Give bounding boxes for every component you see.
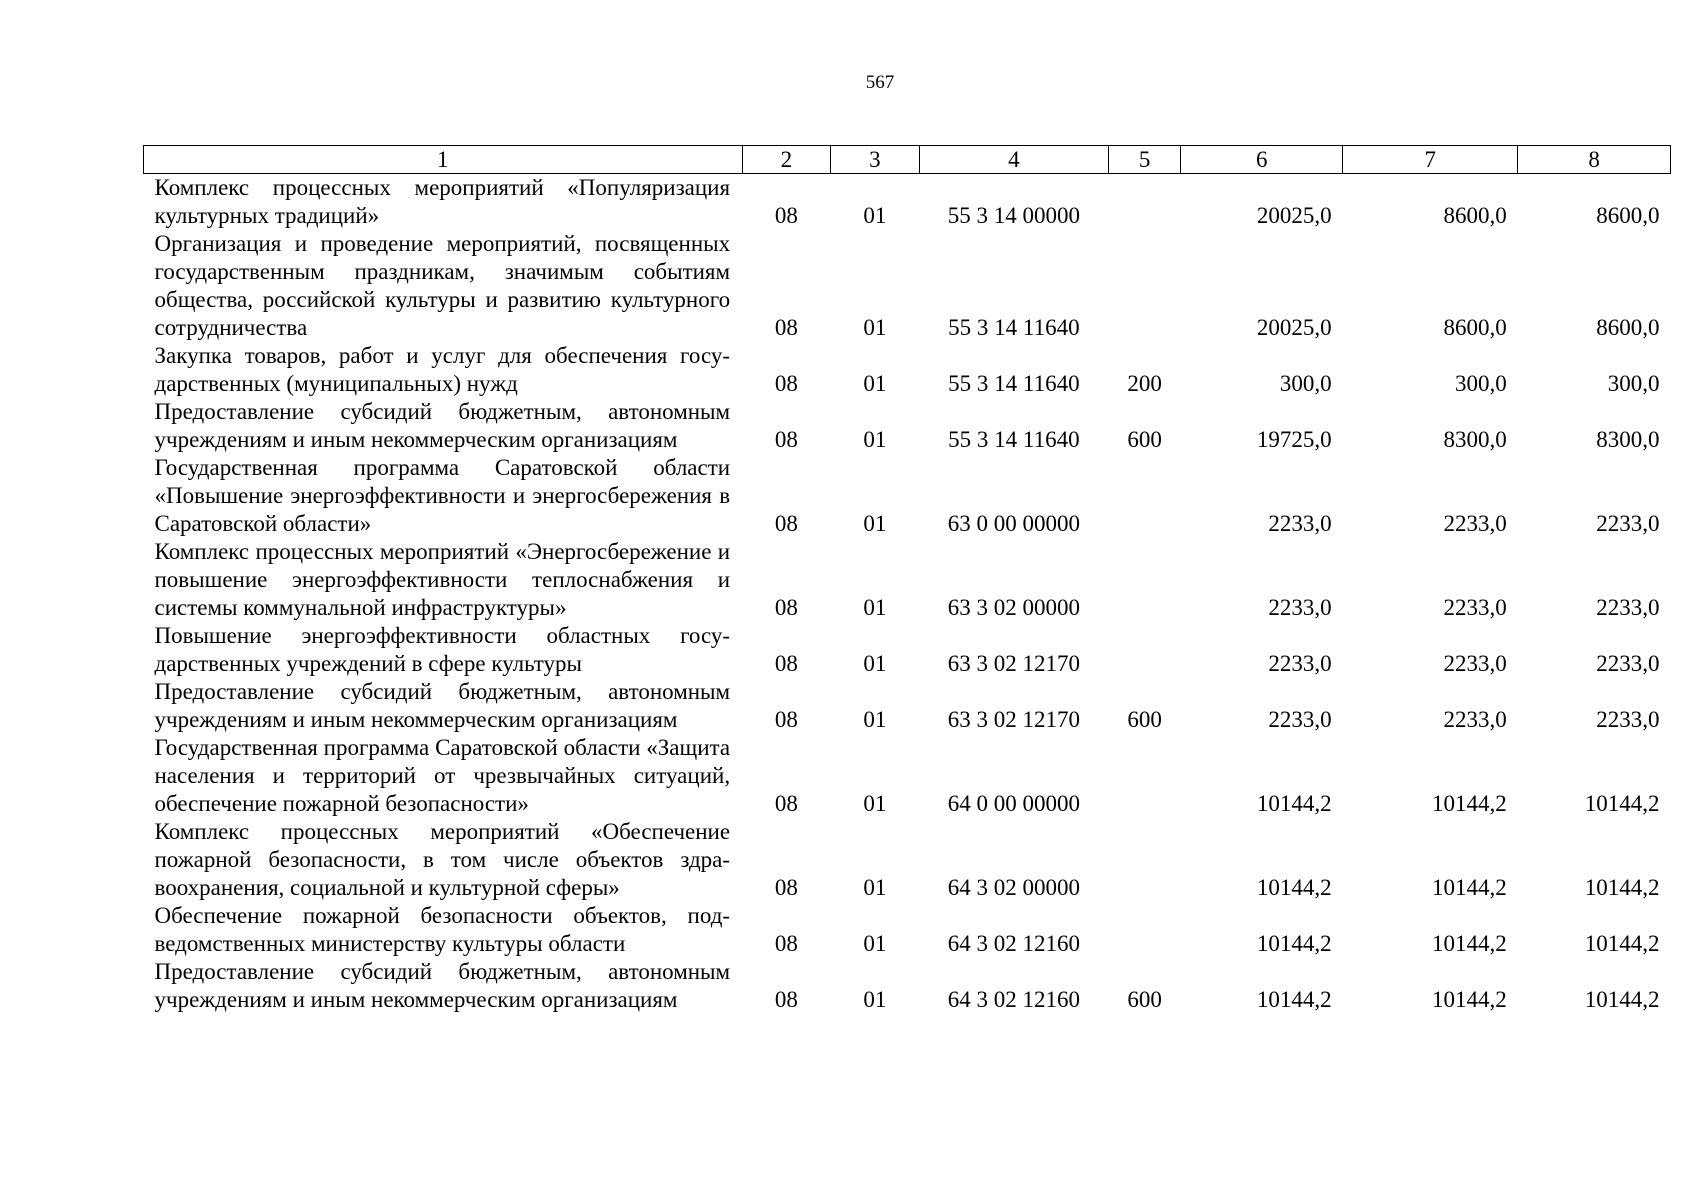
row-target-article: 55 3 14 11640: [948, 427, 1080, 452]
row-subsection-code: 01: [863, 987, 887, 1012]
row-amount-2: 2233,0: [1443, 511, 1507, 536]
row-amount-2: 2233,0: [1443, 651, 1507, 676]
row-subsection-code: 01: [863, 875, 887, 900]
row-target-article: 64 3 02 12160: [947, 987, 1080, 1012]
row-section-code: 08: [774, 315, 798, 340]
column-header: 1: [144, 146, 743, 174]
table-row: [144, 174, 1671, 231]
row-description: Комплекс процессных мероприятий «Популяризация культурных традиций»: [154, 175, 731, 228]
row-section-code: 08: [774, 511, 798, 536]
row-expense-type: 200: [1127, 371, 1162, 396]
column-header: 8: [1518, 146, 1671, 174]
row-description: Предоставление субсидий бюджетным, автономным учреждениям и иным некоммерческим организациям: [154, 399, 731, 452]
row-amount-2: 10144,2: [1432, 987, 1507, 1012]
row-amount-2: 8600,0: [1443, 203, 1507, 228]
budget-table: [143, 145, 1671, 1014]
table-row: [144, 734, 1671, 818]
row-target-article: 64 3 02 00000: [947, 875, 1080, 900]
row-amount-1: 20025,0: [1256, 203, 1332, 228]
row-description: Обеспечение пожарной безопасности объектов, подведомственных министерству культуры области: [154, 903, 731, 956]
table-body: [144, 174, 1671, 1015]
column-header: 6: [1181, 146, 1343, 174]
row-expense-type: [1109, 454, 1181, 538]
row-section-code: 08: [774, 791, 798, 816]
row-amount-1: 10144,2: [1256, 931, 1332, 956]
row-description: Закупка товаров, работ и услуг для обеспечения государственных (муниципальных) нужд: [154, 343, 731, 396]
row-amount-1: 10144,2: [1256, 791, 1332, 816]
row-expense-type: 600: [1127, 707, 1162, 732]
row-expense-type: [1109, 174, 1181, 231]
column-number-header: [144, 146, 1671, 174]
row-target-article: 63 3 02 00000: [947, 595, 1080, 620]
row-description: Организация и проведение мероприятий, посвященных государственным праздникам, значимым событиям общества, российской культуры и развитию культурного сотрудничества: [154, 231, 731, 340]
row-section-code: 08: [774, 427, 798, 452]
row-subsection-code: 01: [863, 707, 887, 732]
row-target-article: 55 3 14 00000: [947, 203, 1080, 228]
row-expense-type: [1109, 734, 1181, 818]
column-header: 4: [919, 146, 1108, 174]
row-amount-3: 2233,0: [1596, 707, 1660, 732]
column-header: 7: [1343, 146, 1518, 174]
row-section-code: 08: [774, 707, 798, 732]
row-target-article: 63 0 00 00000: [947, 511, 1080, 536]
row-amount-1: 2233,0: [1268, 595, 1332, 620]
row-amount-3: 8600,0: [1596, 315, 1660, 340]
row-amount-1: 19725,0: [1256, 427, 1332, 452]
row-subsection-code: 01: [863, 371, 887, 396]
column-header: 3: [831, 146, 920, 174]
row-section-code: 08: [774, 931, 798, 956]
row-amount-3: 2233,0: [1596, 651, 1660, 676]
row-amount-2: 10144,2: [1432, 791, 1507, 816]
row-target-article: 55 3 14 11640: [948, 371, 1080, 396]
table-row: [144, 342, 1671, 398]
row-expense-type: 600: [1127, 987, 1162, 1012]
row-subsection-code: 01: [863, 315, 887, 340]
row-amount-2: 8600,0: [1443, 315, 1507, 340]
row-section-code: 08: [774, 595, 798, 620]
row-amount-3: 8300,0: [1596, 427, 1660, 452]
row-amount-3: 10144,2: [1584, 791, 1660, 816]
row-section-code: 08: [774, 203, 798, 228]
row-description: Комплекс процессных мероприятий «Энергосбережение и повышение энергоэффективности теплоснабжения и системы коммунальной инфраструктуры»: [154, 539, 731, 620]
row-target-article: 64 0 00 00000: [947, 791, 1080, 816]
row-subsection-code: 01: [863, 511, 887, 536]
row-expense-type: [1109, 818, 1181, 902]
row-expense-type: [1109, 902, 1181, 958]
row-amount-1: 20025,0: [1256, 315, 1332, 340]
row-amount-1: 2233,0: [1268, 511, 1332, 536]
column-header: 2: [742, 146, 831, 174]
table-row: [144, 454, 1671, 538]
row-section-code: 08: [774, 371, 798, 396]
row-target-article: 63 3 02 12170: [947, 651, 1080, 676]
row-amount-3: 2233,0: [1596, 595, 1660, 620]
row-description: Предоставление субсидий бюджетным, автономным учреждениям и иным некоммерческим организациям: [154, 959, 731, 1012]
row-amount-1: 10144,2: [1256, 875, 1332, 900]
row-section-code: 08: [774, 651, 798, 676]
row-amount-3: 10144,2: [1584, 931, 1660, 956]
row-amount-3: 10144,2: [1584, 875, 1660, 900]
row-amount-3: 8600,0: [1596, 203, 1660, 228]
row-description: Повышение энергоэффективности областных государственных учреждений в сфере культуры: [154, 623, 731, 676]
table-row: [144, 678, 1671, 734]
row-amount-3: 300,0: [1607, 371, 1660, 396]
column-header: 5: [1109, 146, 1181, 174]
row-target-article: 55 3 14 11640: [948, 315, 1080, 340]
row-amount-3: 2233,0: [1596, 511, 1660, 536]
row-subsection-code: 01: [863, 931, 887, 956]
row-amount-1: 300,0: [1279, 371, 1332, 396]
row-amount-2: 8300,0: [1443, 427, 1507, 452]
table-row: [144, 398, 1671, 454]
row-target-article: 64 3 02 12160: [947, 931, 1080, 956]
row-amount-2: 10144,2: [1432, 931, 1507, 956]
row-expense-type: [1109, 622, 1181, 678]
table-row: [144, 818, 1671, 902]
row-subsection-code: 01: [863, 791, 887, 816]
row-target-article: 63 3 02 12170: [947, 707, 1080, 732]
table-row: [144, 958, 1671, 1014]
row-expense-type: 600: [1127, 427, 1162, 452]
row-subsection-code: 01: [863, 651, 887, 676]
table-row: [144, 538, 1671, 622]
row-description: Государственная программа Саратовской области «Повышение энергоэффективности и энергосбережения в Саратовской области»: [154, 455, 731, 536]
row-description: Государственная программа Саратовской области «Защита населения и территорий от чрезвычайных ситуаций, обеспечение пожарной безопасности»: [154, 735, 731, 816]
row-amount-3: 10144,2: [1584, 987, 1660, 1012]
row-amount-2: 2233,0: [1443, 707, 1507, 732]
row-subsection-code: 01: [863, 595, 887, 620]
table-row: [144, 622, 1671, 678]
row-description: Комплекс процессных мероприятий «Обеспечение пожарной безопасности, в том числе объектов здравоохранения, социальной и культурной сферы»: [154, 819, 731, 900]
row-subsection-code: 01: [863, 203, 887, 228]
row-section-code: 08: [774, 987, 798, 1012]
row-amount-1: 2233,0: [1268, 707, 1332, 732]
row-description: Предоставление субсидий бюджетным, автономным учреждениям и иным некоммерческим организациям: [154, 679, 731, 732]
row-amount-2: 10144,2: [1432, 875, 1507, 900]
row-amount-2: 300,0: [1455, 371, 1507, 396]
row-section-code: 08: [774, 875, 798, 900]
row-expense-type: [1109, 538, 1181, 622]
page-number: 567: [865, 72, 895, 93]
row-expense-type: [1109, 230, 1181, 342]
table-row: [144, 230, 1671, 342]
row-amount-2: 2233,0: [1443, 595, 1507, 620]
table-row: [144, 902, 1671, 958]
row-amount-1: 10144,2: [1256, 987, 1332, 1012]
row-subsection-code: 01: [863, 427, 887, 452]
row-amount-1: 2233,0: [1268, 651, 1332, 676]
